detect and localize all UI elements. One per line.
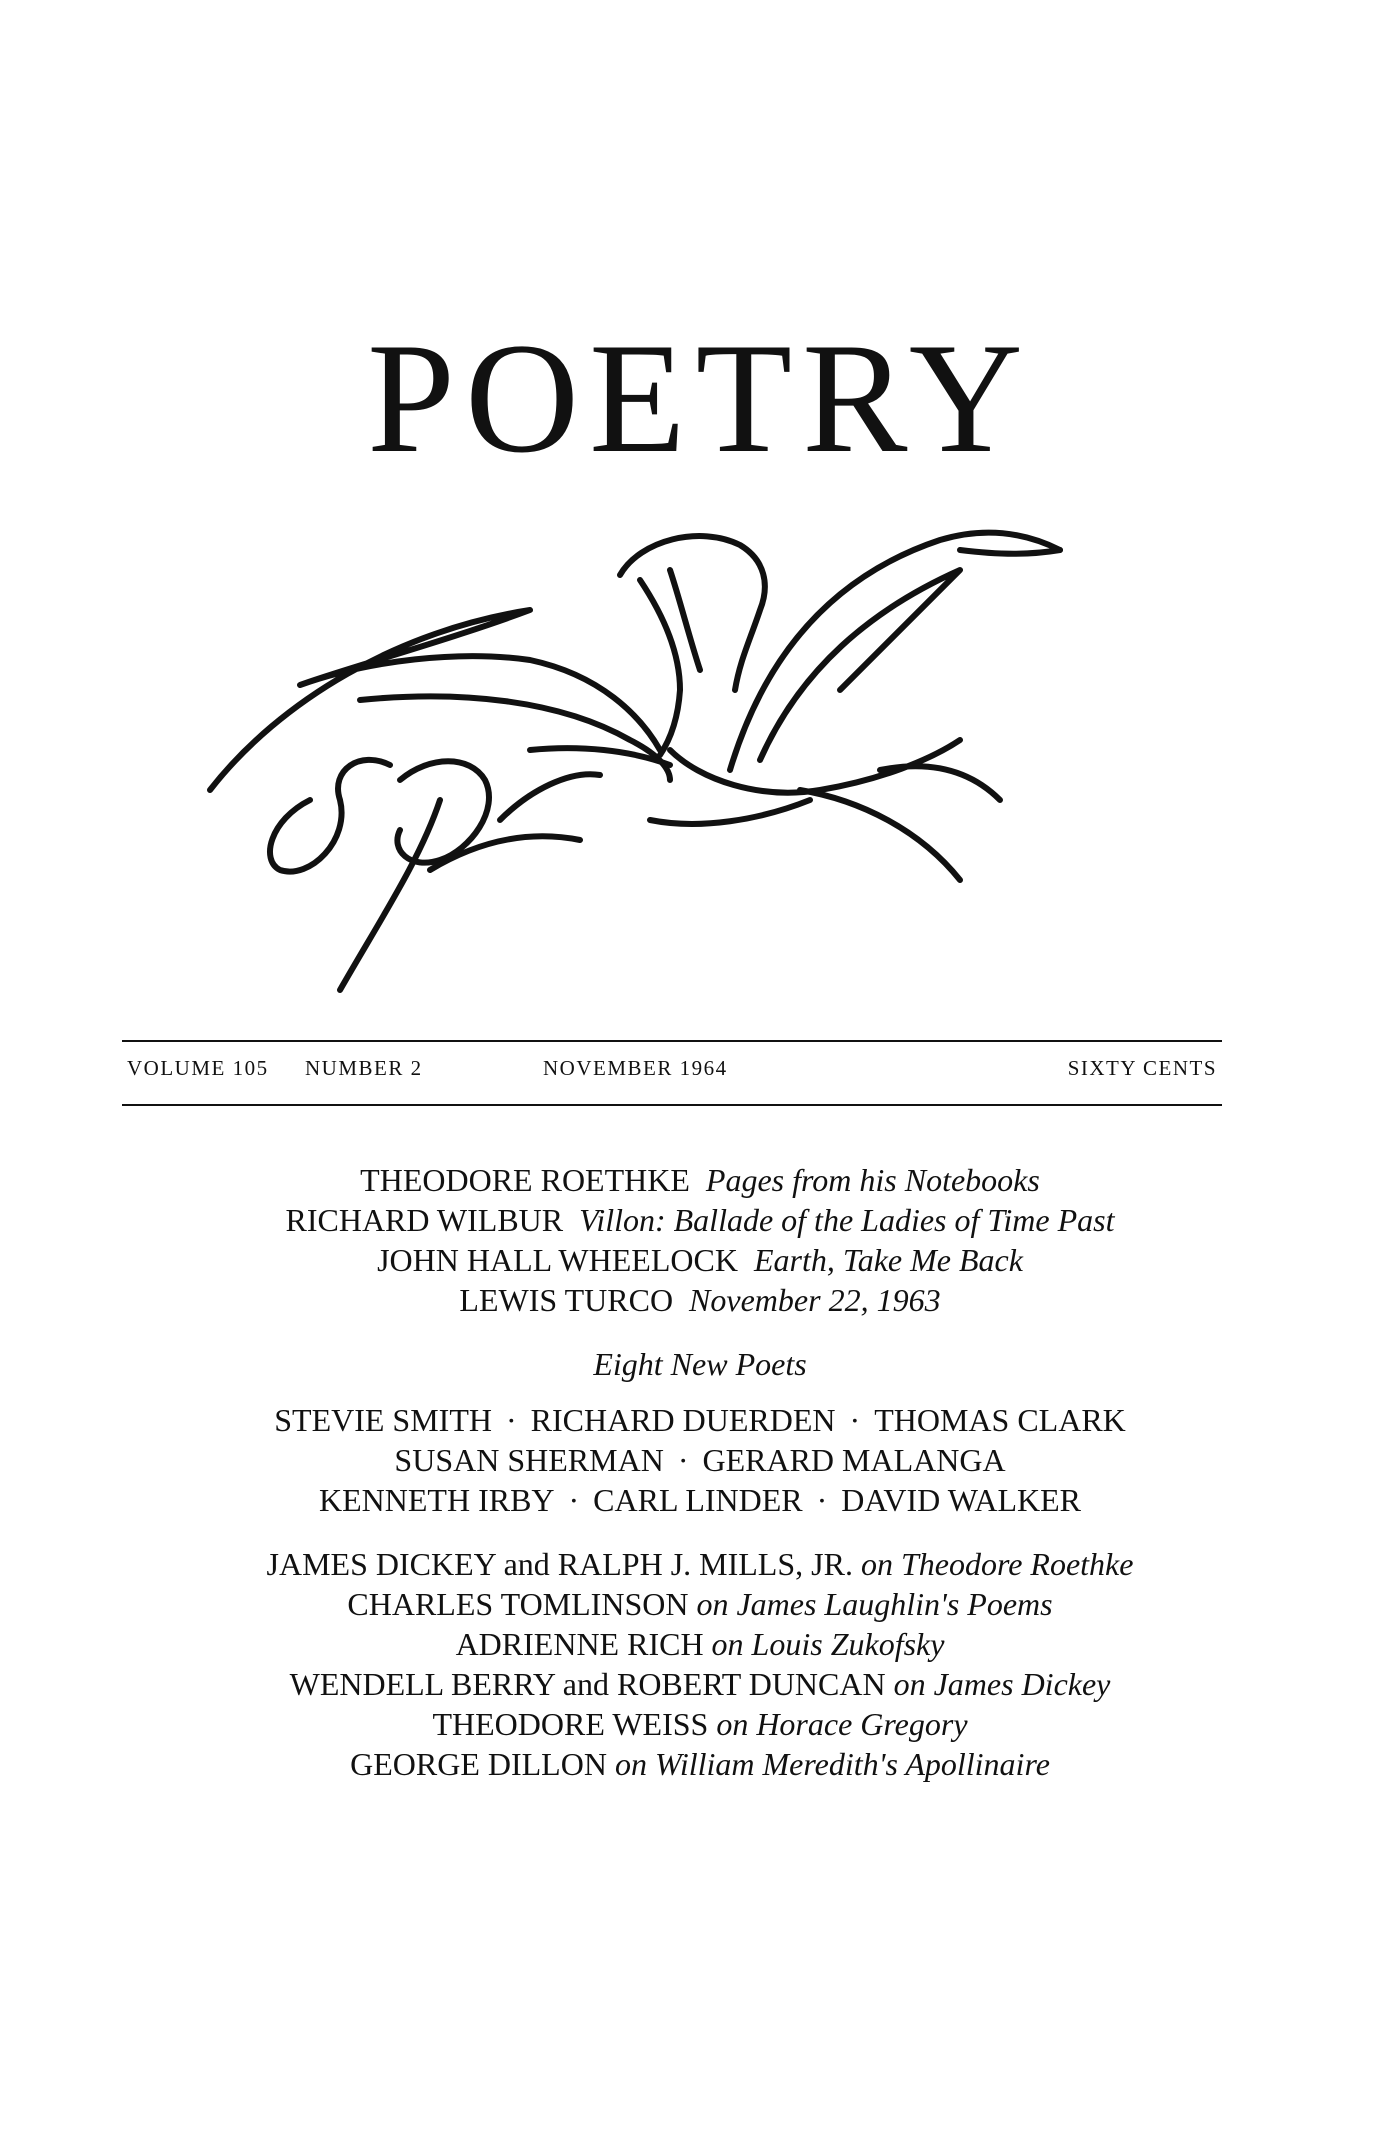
author-name: THEODORE ROETHKE <box>360 1162 690 1198</box>
critic-name: GEORGE DILLON <box>350 1746 607 1782</box>
front-leg-3-stroke <box>500 774 600 820</box>
front-curl-stroke <box>270 760 390 872</box>
poet-name: THOMAS CLARK <box>874 1402 1126 1438</box>
poet-name: SUSAN SHERMAN <box>394 1442 664 1478</box>
separator-dot: · <box>568 1482 580 1518</box>
top-rule <box>122 1040 1222 1042</box>
featured-entry <box>0 1280 1400 1320</box>
poet-name: RICHARD DUERDEN <box>530 1402 836 1438</box>
table-of-contents <box>0 1160 1400 1784</box>
review-subject: on Theodore Roethke <box>860 1546 1134 1582</box>
critic-name: WENDELL BERRY and ROBERT DUNCAN <box>289 1666 886 1702</box>
work-title: November 22, 1963 <box>689 1282 941 1318</box>
author-name: RICHARD WILBUR <box>285 1202 564 1238</box>
review-entry <box>0 1744 1400 1784</box>
separator-dot: · <box>816 1482 828 1518</box>
poet-name: STEVIE SMITH <box>274 1402 492 1438</box>
masthead <box>127 1056 1217 1090</box>
right-wing-stroke <box>730 533 1060 770</box>
separator-dot: · <box>677 1442 689 1478</box>
new-poets-row <box>0 1440 1400 1480</box>
author-name: JOHN HALL WHEELOCK <box>377 1242 738 1278</box>
critic-name: JAMES DICKEY and RALPH J. MILLS, JR. <box>266 1546 853 1582</box>
author-name: LEWIS TURCO <box>459 1282 674 1318</box>
review-subject: on William Meredith's Apollinaire <box>614 1746 1050 1782</box>
poet-name: DAVID WALKER <box>841 1482 1081 1518</box>
separator-dot: · <box>849 1402 861 1438</box>
poet-name: KENNETH IRBY <box>318 1482 555 1518</box>
review-subject: on James Dickey <box>893 1666 1111 1702</box>
review-entry <box>0 1544 1400 1584</box>
critic-name: CHARLES TOMLINSON <box>347 1586 689 1622</box>
separator-dot: · <box>505 1402 517 1438</box>
body-lower-stroke <box>650 800 810 824</box>
hind-leg-stroke <box>800 790 960 880</box>
review-subject: on Louis Zukofsky <box>711 1626 945 1662</box>
review-entry <box>0 1704 1400 1744</box>
right-wing-inner-stroke <box>760 570 960 760</box>
featured-entry <box>0 1200 1400 1240</box>
price-label: SIXTY CENTS <box>1067 1056 1217 1080</box>
review-entry <box>0 1584 1400 1624</box>
work-title: Villon: Ballade of the Ladies of Time Past <box>579 1202 1115 1238</box>
critic-name: THEODORE WEISS <box>432 1706 709 1742</box>
review-subject: on Horace Gregory <box>716 1706 968 1742</box>
new-poets-row <box>0 1480 1400 1520</box>
review-entry <box>0 1664 1400 1704</box>
magazine-title: POETRY <box>367 311 1033 486</box>
review-entry <box>0 1624 1400 1664</box>
poet-name: CARL LINDER <box>593 1482 803 1518</box>
new-poets-heading: Eight New Poets <box>593 1346 807 1382</box>
review-subject: on James Laughlin's Poems <box>696 1586 1053 1622</box>
work-title: Pages from his Notebooks <box>705 1162 1040 1198</box>
featured-entry <box>0 1160 1400 1200</box>
issue-number-label: NUMBER 2 <box>305 1056 423 1080</box>
volume-label: VOLUME 105 <box>127 1056 269 1080</box>
new-poets-row <box>0 1400 1400 1440</box>
pegasus-logo-icon <box>200 500 1140 1000</box>
critic-name: ADRIENNE RICH <box>455 1626 704 1662</box>
right-wing-tip-stroke <box>960 550 1060 554</box>
work-title: Earth, Take Me Back <box>753 1242 1023 1278</box>
issue-date-label: NOVEMBER 1964 <box>543 1056 728 1080</box>
featured-entry <box>0 1240 1400 1280</box>
poet-name: GERARD MALANGA <box>702 1442 1006 1478</box>
head-stroke <box>620 536 765 690</box>
front-leg-stroke <box>340 800 440 990</box>
bottom-rule <box>122 1104 1222 1106</box>
